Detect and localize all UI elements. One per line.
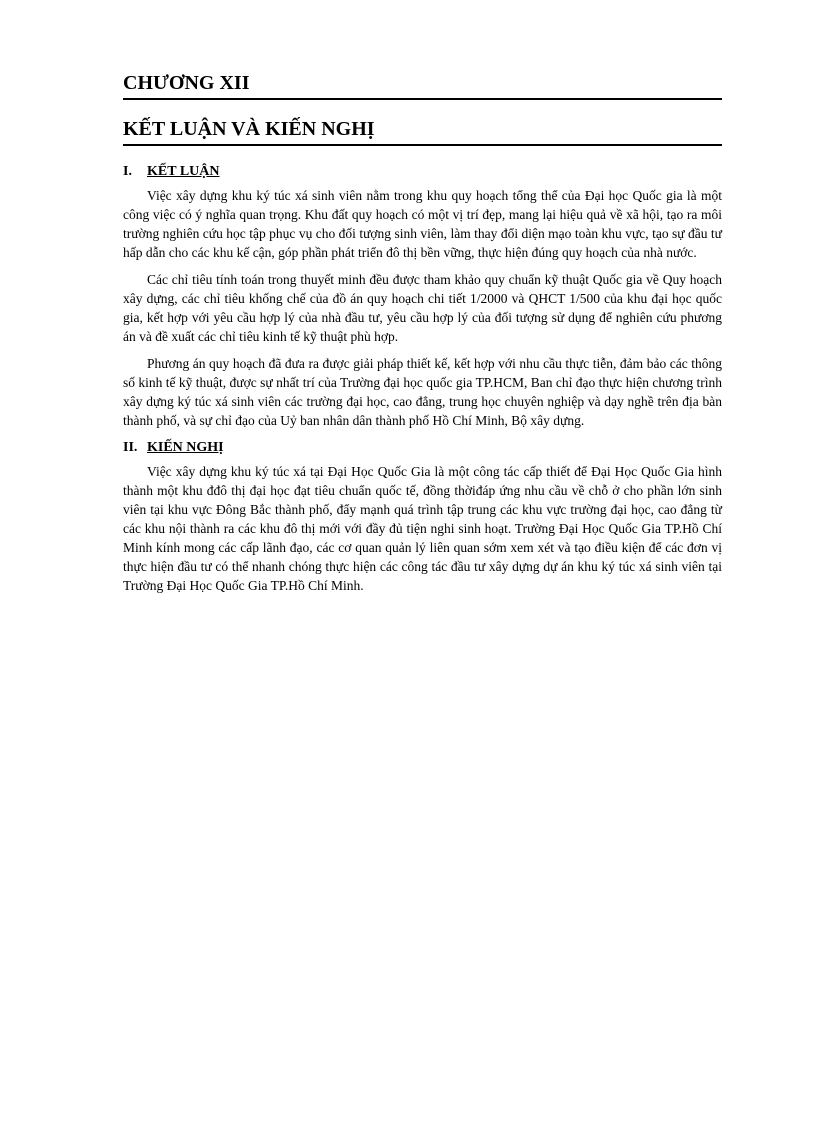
document-page [123, 70, 722, 603]
paragraph: Việc xây dựng khu ký túc xá sinh viên nằm trong khu quy hoạch tổng thể của Đại học Quốc gia là một công việc có ý nghĩa quan trọng. Khu đất quy hoạch có một vị trí đẹp, mang lại hiệu quả về xã hội, tạo ra môi trường nghiên cứu học tập phục vụ cho đối tượng sinh viên, làm thay đổi diện mạo toàn khu vực, tạo sự đầu tư hấp dẫn cho các khu kế cận, góp phần phát triển đô thị bền vững, thực hiện đúng quy hoạch của nhà nước. [123, 188, 722, 260]
paragraph: Phương án quy hoạch đã đưa ra được giải pháp thiết kế, kết hợp với nhu cầu thực tiễn, đảm bảo các thông số kinh tế kỹ thuật, được sự nhất trí của Trường đại học quốc gia TP.HCM, Ban chỉ đạo thực hiện chương trình xây dựng ký túc xá sinh viên các trường đại học, cao đẳng, trung học chuyên nghiệp và dạy nghề trên địa bàn thành phố, và sự chỉ đạo của Uỷ ban nhân dân thành phố Hồ Chí Minh, Bộ xây dựng. [123, 356, 722, 428]
section-heading [123, 162, 722, 182]
section-conclusion [123, 162, 722, 430]
paragraph: Việc xây dựng khu ký túc xá tại Đại Học Quốc Gia là một công tác cấp thiết để Đại Học Quốc Gia hình thành một khu đđô thị đại học đạt tiêu chuẩn quốc tế, đồng thờiđáp ứng nhu cầu về chỗ ở cho phần lớn sinh viên tại khu vực Đông Bắc thành phố, đẩy mạnh quá trình tập trung các khu vực trường đại học, cao đẳng từ các khu nội thành ra các khu đô thị mới với đầy đủ tiện nghi sinh hoạt. Trường Đại Học Quốc Gia TP.Hồ Chí Minh kính mong các cấp lãnh đạo, các cơ quan quản lý liên quan sớm xem xét và tạo điều kiện để các đơn vị thực hiện đầu tư có thể nhanh chóng thực hiện các công tác đầu tư xây dựng dự án khu ký túc xá sinh viên tại Trường Đại Học Quốc Gia TP.Hồ Chí Minh. [123, 464, 722, 593]
section-title: KẾT LUẬN [147, 164, 220, 179]
section-number: II. [123, 440, 138, 455]
chapter-number: CHƯƠNG XII [123, 70, 722, 100]
section-heading [123, 438, 722, 458]
section-title: KIẾN NGHỊ [147, 440, 224, 455]
section-recommendation [123, 438, 722, 595]
paragraph: Các chỉ tiêu tính toán trong thuyết minh đều được tham khảo quy chuẩn kỹ thuật Quốc gia về Quy hoạch xây dựng, các chỉ tiêu khống chế của đồ án quy hoạch chi tiết 1/2000 và QHCT 1/500 của khu đại học quốc gia, kết hợp với yêu cầu hợp lý của nhà đầu tư, yêu cầu hợp lý của đối tượng sử dụng để nghiên cứu phương án và đề xuất các chỉ tiêu kinh tế kỹ thuật phù hợp. [123, 272, 722, 344]
chapter-title: KẾT LUẬN VÀ KIẾN NGHỊ [123, 116, 722, 146]
section-number: I. [123, 164, 132, 179]
